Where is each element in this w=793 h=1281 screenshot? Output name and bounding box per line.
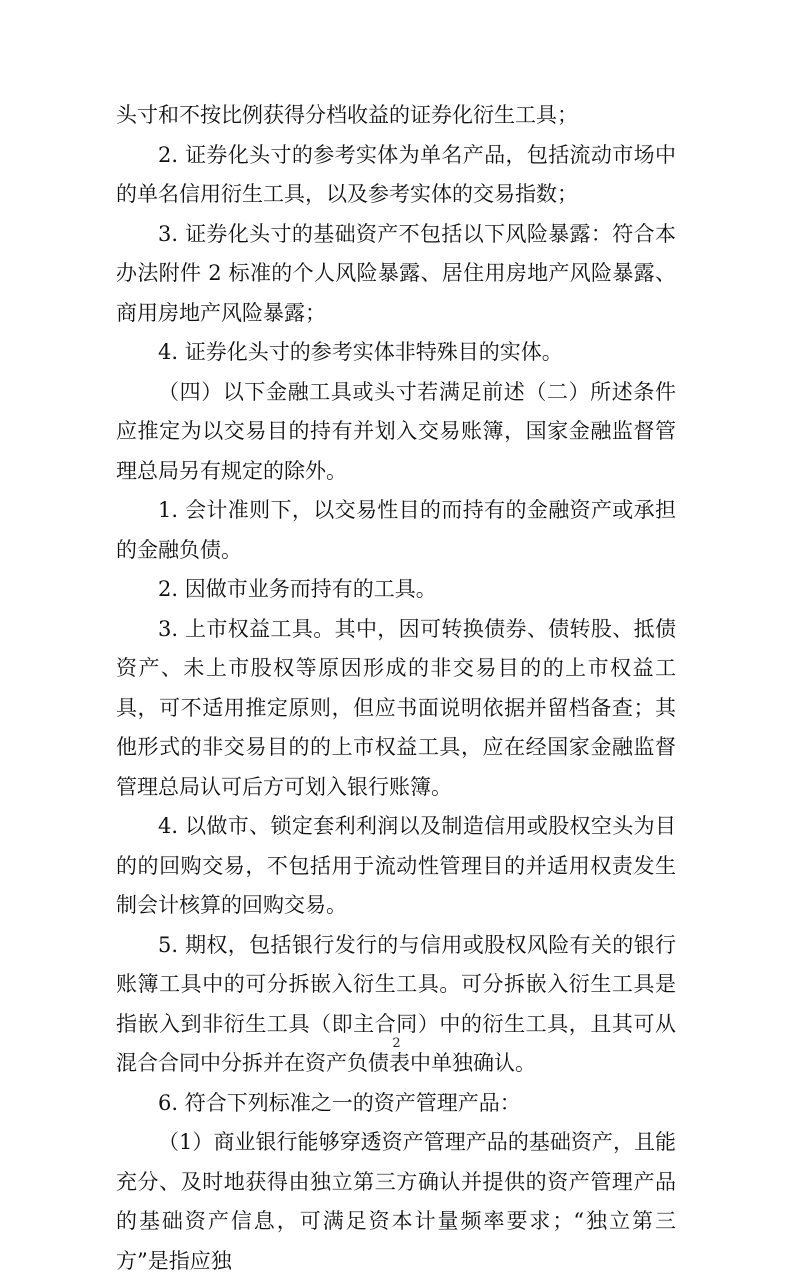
paragraph: 6. 符合下列标准之一的资产管理产品： [158,1090,521,1115]
paragraph: 2. 因做市业务而持有的工具。 [158,577,437,601]
paragraph: 1. 会计准则下，以交易性目的而持有的金融资产或承担的金融负债。 [116,498,676,562]
paragraph: （四）以下金融工具或头寸若满足前述（二）所述条件应推定为以交易目的持有并划入交易账簿，国家金融监督管理总局另有规定的除外。 [116,379,676,483]
paragraph: 5. 期权，包括银行发行的与信用或股权风险有关的银行账簿工具中的可分拆嵌入衍生工具。可分拆嵌入衍生工具是指嵌入到非衍生工具（即主合同）中的衍生工具，且其可从混合合同中分拆并在资产负债表中单独确认。 [116,932,676,1075]
paragraph: 4. 证券化头寸的参考实体非特殊目的实体。 [158,340,563,364]
document-body [116,96,676,1281]
paragraph: 3. 上市权益工具。其中，因可转换债券、债转股、抵债资产、未上市股权等原因形成的非交易目的的上市权益工具，可不适用推定原则，但应书面说明依据并留档备查；其他形式的非交易目的的上市权益工具，应在经国家金融监督管理总局认可后方可划入银行账簿。 [116,616,676,799]
paragraph: 2. 证券化头寸的参考实体为单名产品，包括流动市场中的单名信用衍生工具，以及参考实体的交易指数； [116,142,676,206]
paragraph: 4. 以做市、锁定套利利润以及制造信用或股权空头为目的的回购交易，不包括用于流动性管理目的并适用权责发生制会计核算的回购交易。 [116,814,676,917]
paragraph: 头寸和不按比例获得分档收益的证券化衍生工具； [116,103,578,127]
paragraph: （1）商业银行能够穿透资产管理产品的基础资产，且能充分、及时地获得由独立第三方确认并提供的资产管理产品的基础资产信息，可满足资本计量频率要求；“独立第三方”是指应独 [116,1130,676,1273]
page-number: 2 [392,1036,401,1051]
paragraph: 3. 证券化头寸的基础资产不包括以下风险暴露：符合本办法附件 2 标准的个人风险暴露、居住用房地产风险暴露、商用房地产风险暴露； [116,221,676,325]
